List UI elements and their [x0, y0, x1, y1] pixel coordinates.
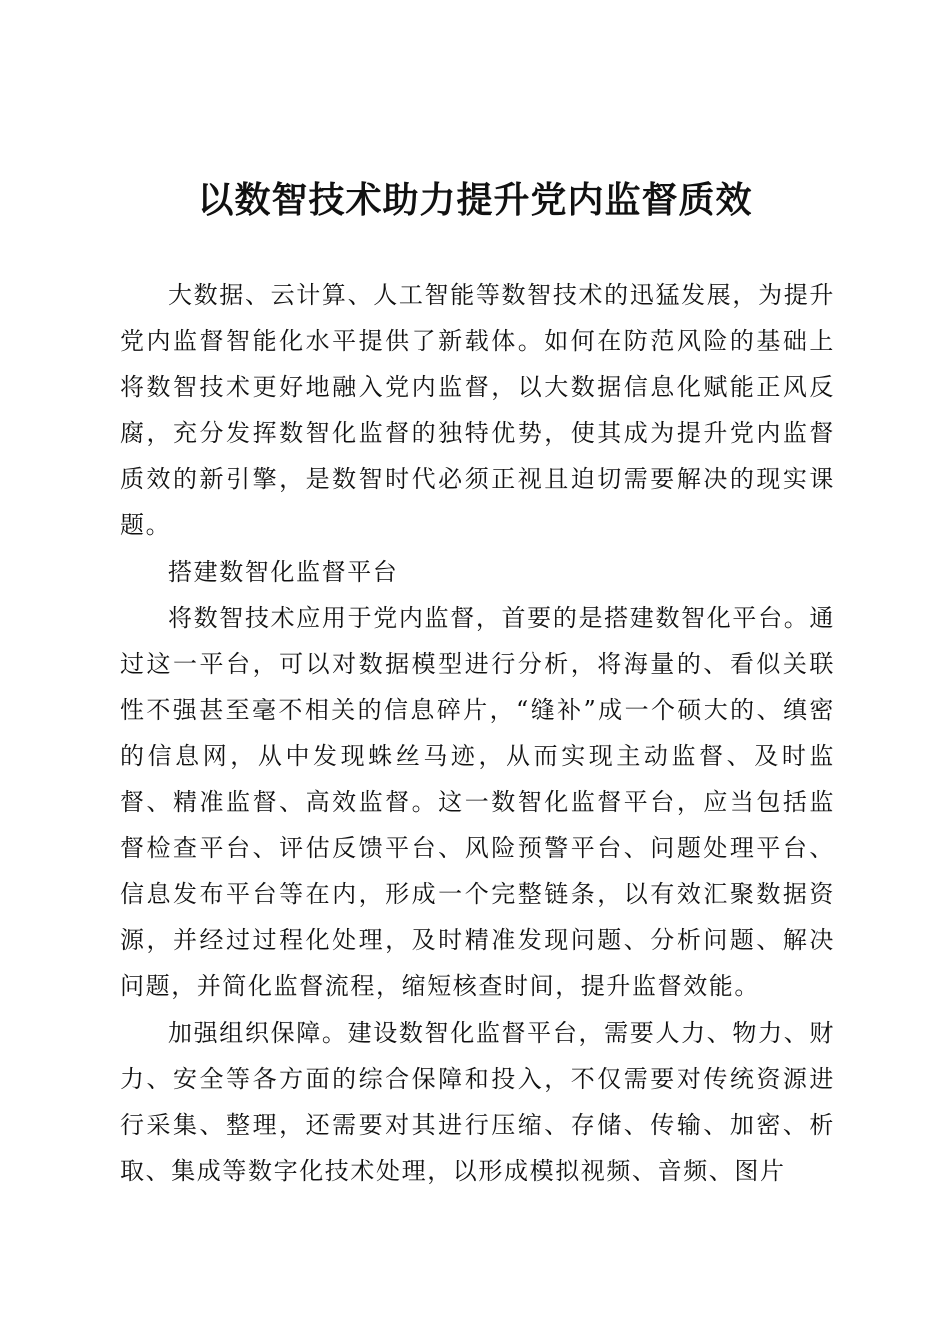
- section-heading: 搭建数智化监督平台: [168, 557, 399, 586]
- paragraph-platform: 将数智技术应用于党内监督，首要的是搭建数智化平台。通过这一平台，可以对数据模型进行分析，将海量的、看似关联性不强甚至毫不相关的信息碎片，“缝补”成一个硕大的、缜密的信息网，从中发现蛛丝马迹，从而实现主动监督、及时监督、精准监督、高效监督。这一数智化监督平台，应当包括监督检查平台、评估反馈平台、风险预警平台、问题处理平台、信息发布平台等在内，形成一个完整链条，以有效汇聚数据资源，并经过过程化处理，及时精准发现问题、分析问题、解决问题，并简化监督流程，缩短核查时间，提升监督效能。: [120, 603, 835, 1001]
- document-body: [120, 272, 835, 1194]
- document-title: 以数智技术助力提升党内监督质效: [197, 179, 753, 221]
- paragraph-intro: 大数据、云计算、人工智能等数智技术的迅猛发展，为提升党内监督智能化水平提供了新载体。如何在防范风险的基础上将数智技术更好地融入党内监督，以大数据信息化赋能正风反腐，充分发挥数智化监督的独特优势，使其成为提升党内监督质效的新引擎，是数智时代必须正视且迫切需要解决的现实课题。: [120, 281, 835, 540]
- paragraph-organization: 加强组织保障。建设数智化监督平台，需要人力、物力、财力、安全等各方面的综合保障和投入，不仅需要对传统资源进行采集、整理，还需要对其进行压缩、存储、传输、加密、析取、集成等数字化技术处理，以形成模拟视频、音频、图片: [120, 1018, 835, 1185]
